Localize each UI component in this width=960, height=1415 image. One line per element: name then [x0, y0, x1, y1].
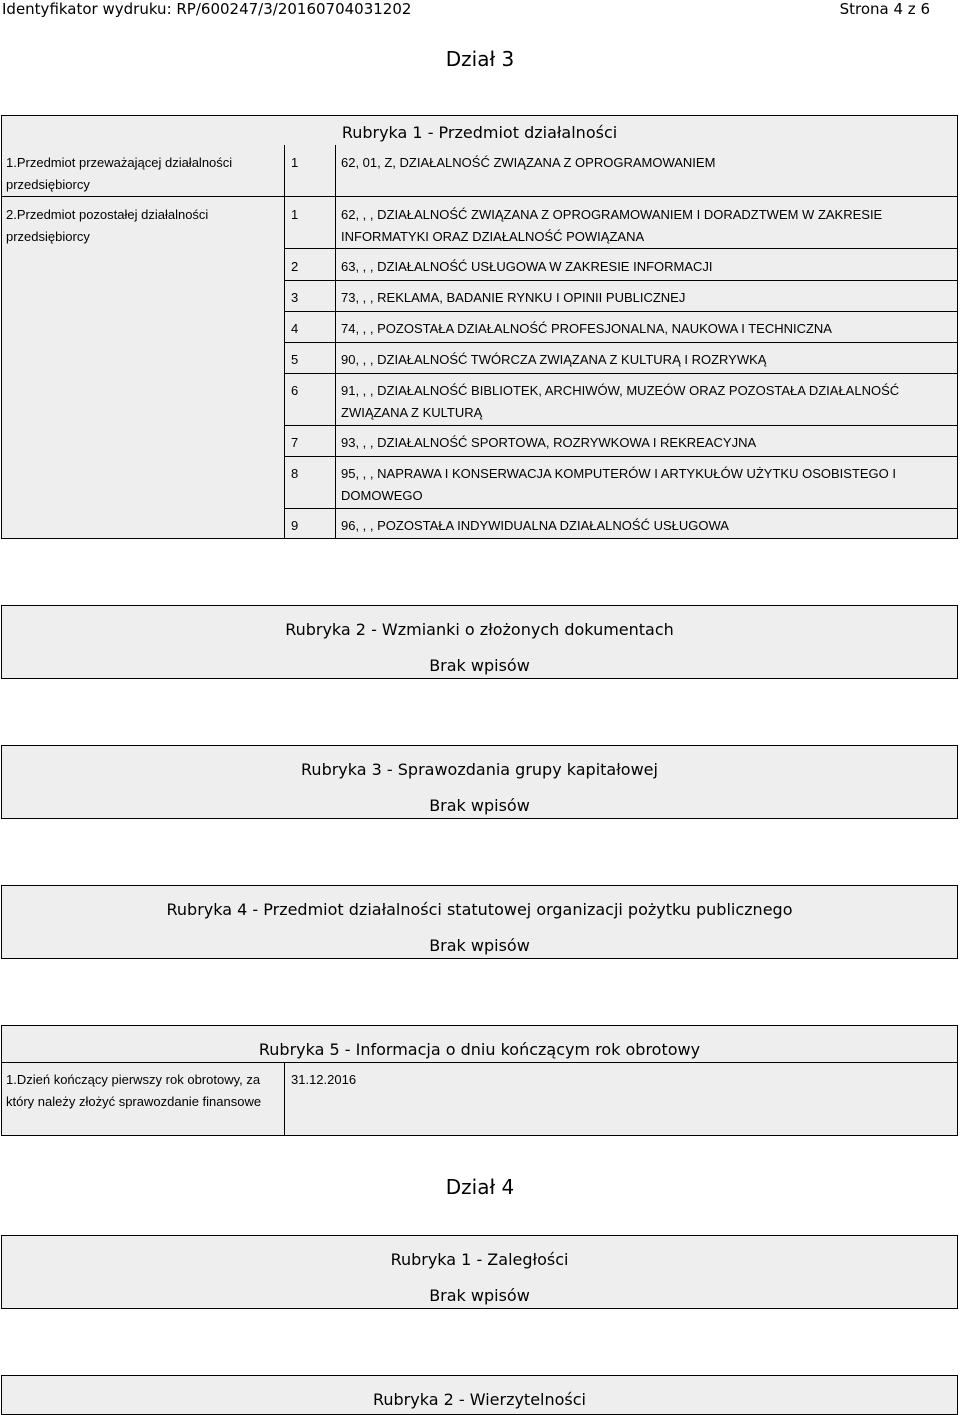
row-divider [284, 311, 958, 312]
row-divider [284, 280, 958, 281]
activity-number: 9 [291, 518, 299, 533]
activity-number: 4 [291, 321, 299, 336]
activity-number: 1 [291, 207, 299, 222]
activity-number: 6 [291, 383, 299, 398]
fiscal-year-end-value: 31.12.2016 [291, 1072, 357, 1087]
print-identifier: Identyfikator wydruku: RP/600247/3/20160704031202 [2, 0, 412, 18]
rubryka-5-title: Rubryka 5 - Informacja o dniu kończącym rok obrotowy [258, 1040, 701, 1059]
rubryka-3-title: Rubryka 3 - Sprawozdania grupy kapitałowej [301, 760, 658, 779]
dzial-4-rubryka-2-box [1, 1375, 958, 1415]
activity-text: 73, , , REKLAMA, BADANIE RYNKU I OPINII PUBLICZNEJ [341, 290, 686, 305]
row-divider [1, 1062, 958, 1063]
activity-number: 7 [291, 435, 299, 450]
fiscal-year-end-label: 1.Dzień kończący pierwszy rok obrotowy, za który należy złożyć sprawozdanie finansowe [6, 1072, 262, 1109]
no-entries-text: Brak wpisów [429, 656, 530, 675]
activity-text: 62, , , DZIAŁALNOŚĆ ZWIĄZANA Z OPROGRAMOWANIEM I DORADZTWEM W ZAKRESIE INFORMATYKI ORAZ DZIAŁALNOŚĆ POWIĄZANA [341, 207, 883, 244]
row-divider [284, 248, 958, 249]
rubryka-4-box [1, 885, 958, 959]
no-entries-text: Brak wpisów [429, 936, 530, 955]
activity-text: 90, , , DZIAŁALNOŚĆ TWÓRCZA ZWIĄZANA Z KULTURĄ I ROZRYWKĄ [341, 352, 767, 367]
section-title-dzial-4: Dział 4 [445, 1175, 515, 1199]
activity-number: 1 [291, 155, 299, 170]
main-activity-label: 1.Przedmiot przeważającej działalności przedsiębiorcy [6, 155, 233, 192]
row-divider [284, 425, 958, 426]
section-title-dzial-3: Dział 3 [445, 47, 515, 71]
activity-text: 93, , , DZIAŁALNOŚĆ SPORTOWA, ROZRYWKOWA I REKREACYJNA [341, 435, 757, 450]
no-entries-text: Brak wpisów [429, 796, 530, 815]
other-activity-label: 2.Przedmiot pozostałej działalności przedsiębiorcy [6, 207, 209, 244]
row-divider [1, 196, 958, 197]
dzial-4-rubryka-1-box [1, 1235, 958, 1309]
activity-number: 5 [291, 352, 299, 367]
rubryka-3-box [1, 745, 958, 819]
rubryka-2-title: Rubryka 2 - Wzmianki o złożonych dokumentach [285, 620, 674, 639]
activity-number: 2 [291, 259, 299, 274]
row-divider [284, 373, 958, 374]
rubryka-4-title: Rubryka 4 - Przedmiot działalności statutowej organizacji pożytku publicznego [166, 900, 793, 919]
activity-text: 62, 01, Z, DZIAŁALNOŚĆ ZWIĄZANA Z OPROGRAMOWANIEM [341, 155, 716, 170]
column-divider [284, 1062, 285, 1136]
activity-text: 74, , , POZOSTAŁA DZIAŁALNOŚĆ PROFESJONALNA, NAUKOWA I TECHNICZNA [341, 321, 832, 336]
page-number: Strona 4 z 6 [839, 0, 930, 18]
activity-text: 96, , , POZOSTAŁA INDYWIDUALNA DZIAŁALNOŚĆ USŁUGOWA [341, 518, 729, 533]
activity-text: 95, , , NAPRAWA I KONSERWACJA KOMPUTERÓW I ARTYKUŁÓW UŻYTKU OSOBISTEGO I DOMOWEGO [341, 466, 897, 503]
dzial-4-rubryka-2-title: Rubryka 2 - Wierzytelności [372, 1390, 586, 1409]
row-divider [284, 456, 958, 457]
dzial-4-rubryka-1-title: Rubryka 1 - Zaległości [390, 1250, 569, 1269]
activity-number: 3 [291, 290, 299, 305]
activity-number: 8 [291, 466, 299, 481]
rubryka-2-box [1, 605, 958, 679]
row-divider [284, 508, 958, 509]
activity-text: 63, , , DZIAŁALNOŚĆ USŁUGOWA W ZAKRESIE INFORMACJI [341, 259, 713, 274]
rubryka-1-title: Rubryka 1 - Przedmiot działalności [341, 123, 618, 142]
row-divider [284, 342, 958, 343]
no-entries-text: Brak wpisów [429, 1286, 530, 1305]
activity-text: 91, , , DZIAŁALNOŚĆ BIBLIOTEK, ARCHIWÓW, MUZEÓW ORAZ POZOSTAŁA DZIAŁALNOŚĆ ZWIĄZANA Z KULTURĄ [341, 383, 900, 420]
